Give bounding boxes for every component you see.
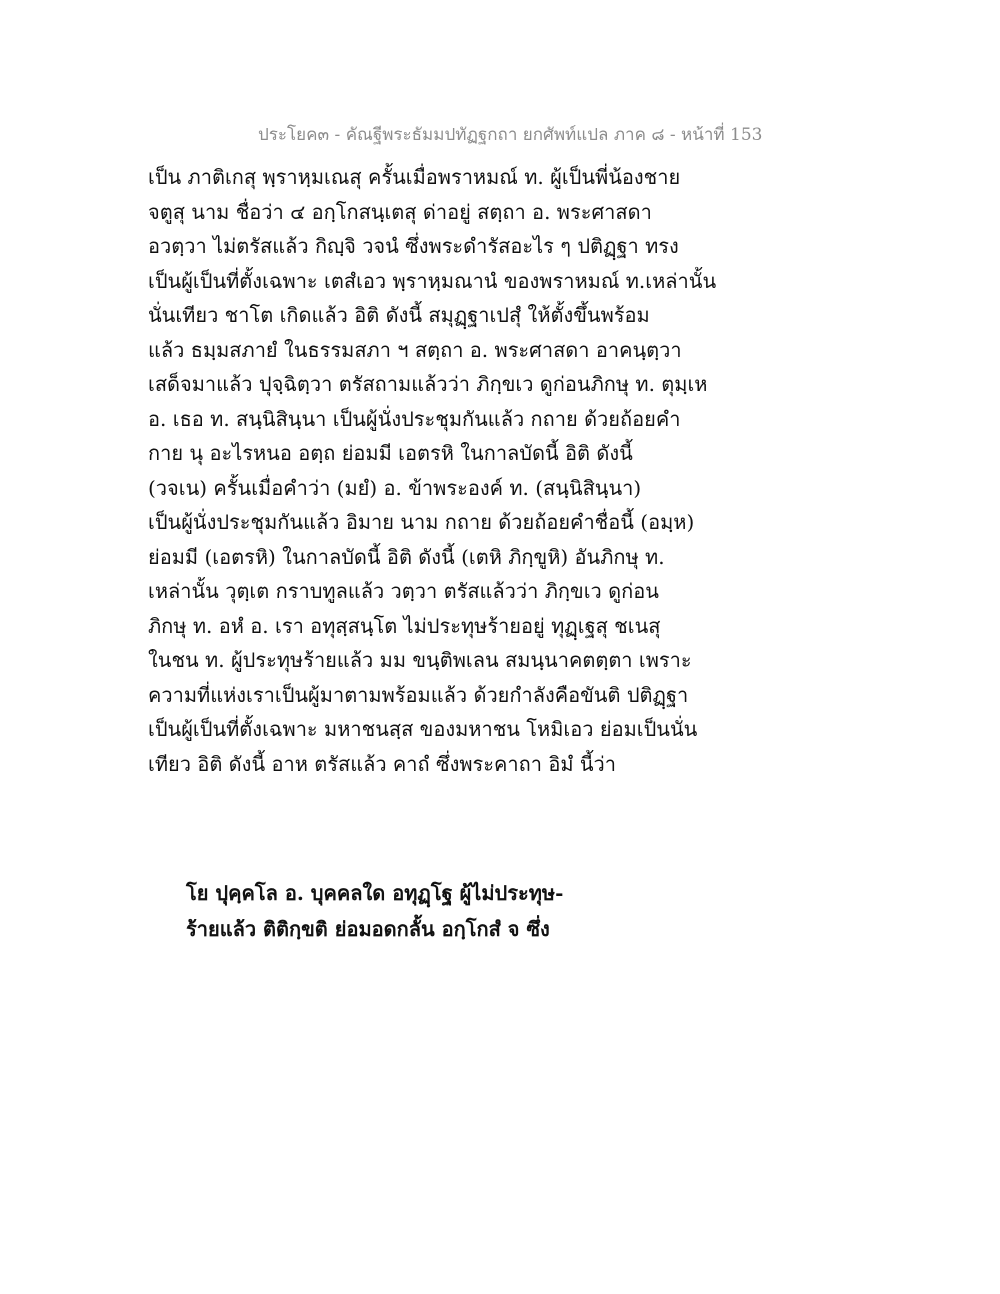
verse-line: ร้ายแล้ว ติติกฺขติ ย่อมอดกลั้น อกฺโกสํ จ ซึ่ง (186, 917, 550, 941)
text-line: เทียว อิติ ดังนี้ อาห ตรัสแล้ว คาถํ ซึ่งพระคาถา อิมํ นี้ว่า (148, 751, 616, 776)
page-header: ประโยค๓ - คัณฐีพระธัมมปทัฏฐกถา ยกศัพท์แปล ภาค ๘ - หน้าที่ 153 (258, 125, 763, 145)
text-line: เป็นผู้เป็นที่ตั้งเฉพาะ เตสํเอว พฺราหฺมณานํ ของพราหมณ์ ท.เหล่านั้น (148, 268, 717, 293)
text-line: ภิกษุ ท. อหํ อ. เรา อทุสฺสนฺโต ไม่ประทุษร้ายอยู่ ทุฏฺเฐสุ ชเนสุ (148, 613, 661, 638)
text-line: เป็น ภาติเกสุ พฺราหฺมเณสุ ครั้นเมื่อพราหมณ์ ท. ผู้เป็นพี่น้องชาย (148, 165, 681, 189)
text-line: เหล่านั้น วุตฺเต กราบทูลแล้ว วตฺวา ตรัสแล้วว่า ภิกฺขเว ดูก่อน (148, 579, 659, 603)
body-paragraph (148, 160, 717, 781)
text-line: เป็นผู้เป็นที่ตั้งเฉพาะ มหาชนสฺส ของมหาชน โหมิเอว ย่อมเป็นนั่น (148, 717, 698, 741)
text-line: นั่นเทียว ชาโต เกิดแล้ว อิติ ดังนี้ สมุฏฺฐาเปสุํ ให้ตั้งขึ้นพร้อม (148, 303, 650, 327)
text-line: ความที่แห่งเราเป็นผู้มาตามพร้อมแล้ว ด้วยกำลังคือขันติ ปติฏฺฐา (148, 682, 689, 707)
text-line: แล้ว ธมฺมสภายํ ในธรรมสภา ฯ สตฺถา อ. พระศาสดา อาคนฺตฺวา (148, 337, 682, 362)
text-line: จตูสุ นาม ชื่อว่า ๔ อกฺโกสนฺเตสุ ด่าอยู่ สตฺถา อ. พระศาสดา (148, 199, 652, 224)
text-line: เสด็จมาแล้ว ปุจฺฉิตฺวา ตรัสถามแล้วว่า ภิกฺขเว ดูก่อนภิกษุ ท. ตุมฺเห (148, 372, 708, 396)
text-line: อ. เธอ ท. สนฺนิสินฺนา เป็นผู้นั่งประชุมกันแล้ว กถาย ด้วยถ้อยคำ (148, 406, 681, 431)
text-line: เป็นผู้นั่งประชุมกันแล้ว อิมาย นาม กถาย ด้วยถ้อยคำชื่อนี้ (อมฺห) (148, 510, 695, 534)
text-line: ในชน ท. ผู้ประทุษร้ายแล้ว มม ขนฺติพเลน สมนฺนาคตตฺตา เพราะ (148, 648, 692, 672)
text-line: อวตฺวา ไม่ตรัสแล้ว กิญฺจิ วจนํ ซึ่งพระดำรัสอะไร ๆ ปติฏฺฐา ทรง (148, 234, 679, 258)
text-line: (วจเน) ครั้นเมื่อคำว่า (มยํ) อ. ข้าพระองค์ ท. (สนฺนิสินฺนา) (148, 475, 642, 500)
verse-block (186, 875, 606, 947)
verse-line: โย ปุคฺคโล อ. บุคคลใด อทุฏฺโฐ ผู้ไม่ประทุษ- (186, 881, 564, 905)
text-line: ย่อมมี (เอตรหิ) ในกาลบัดนี้ อิติ ดังนี้ (เตหิ ภิกฺขูหิ) อันภิกษุ ท. (148, 544, 665, 569)
text-line: กาย นุ อะไรหนอ อตฺถ ย่อมมี เอตรหิ ในกาลบัดนี้ อิติ ดังนี้ (148, 441, 633, 465)
